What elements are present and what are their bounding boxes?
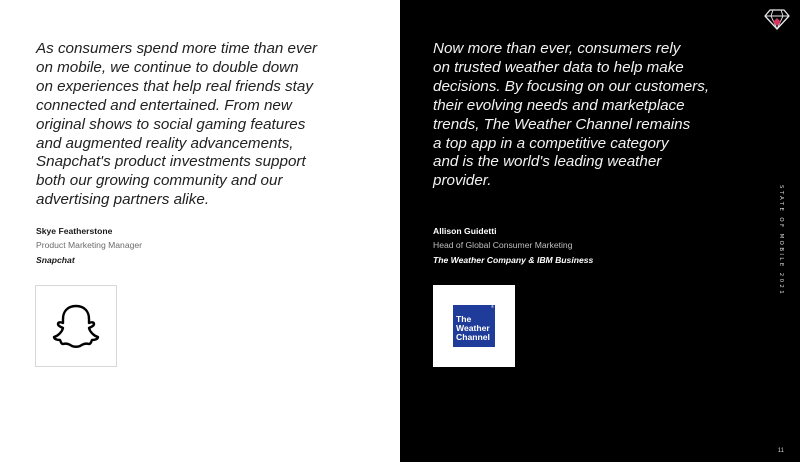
registered-mark: ®	[491, 304, 494, 309]
weather-channel-logo	[433, 285, 515, 367]
snapchat-quote: As consumers spend more time than ever on mobile, we continue to double down on experiences that help real friends stay connected and entertained. From new original shows to social gaming features and augmented reality advancements, Snapchat's product investments support both our growing community and our advertising partners alike.	[36, 40, 318, 209]
right-panel	[400, 0, 800, 462]
weather-channel-logo-mark	[453, 305, 495, 347]
snapchat-ghost-icon	[51, 302, 101, 350]
company-name: Snapchat	[36, 254, 75, 265]
page-number: 11	[777, 448, 784, 454]
weather-attribution	[433, 224, 593, 267]
snapchat-attribution	[36, 224, 142, 267]
vertical-report-title: STATE OF MOBILE 2021	[778, 185, 784, 297]
snapchat-logo	[35, 285, 117, 367]
company-name: The Weather Company & IBM Business	[433, 254, 594, 265]
logo-line-1: The	[456, 314, 472, 324]
person-role: Product Marketing Manager	[36, 240, 143, 251]
person-name: Allison Guidetti	[433, 226, 497, 236]
logo-line-2: Weather	[456, 323, 490, 334]
weather-quote: Now more than ever, consumers rely on trusted weather data to help make decisions. By focusing on our customers, their evolving needs and marketplace trends, The Weather Channel remains a top app in a competitive category and is the world's leading weather provider.	[433, 40, 710, 190]
person-name: Skye Featherstone	[36, 226, 113, 236]
logo-line-3: Channel	[456, 332, 490, 343]
person-role: Head of Global Consumer Marketing	[433, 240, 573, 251]
app-annie-gem-icon	[764, 8, 790, 30]
